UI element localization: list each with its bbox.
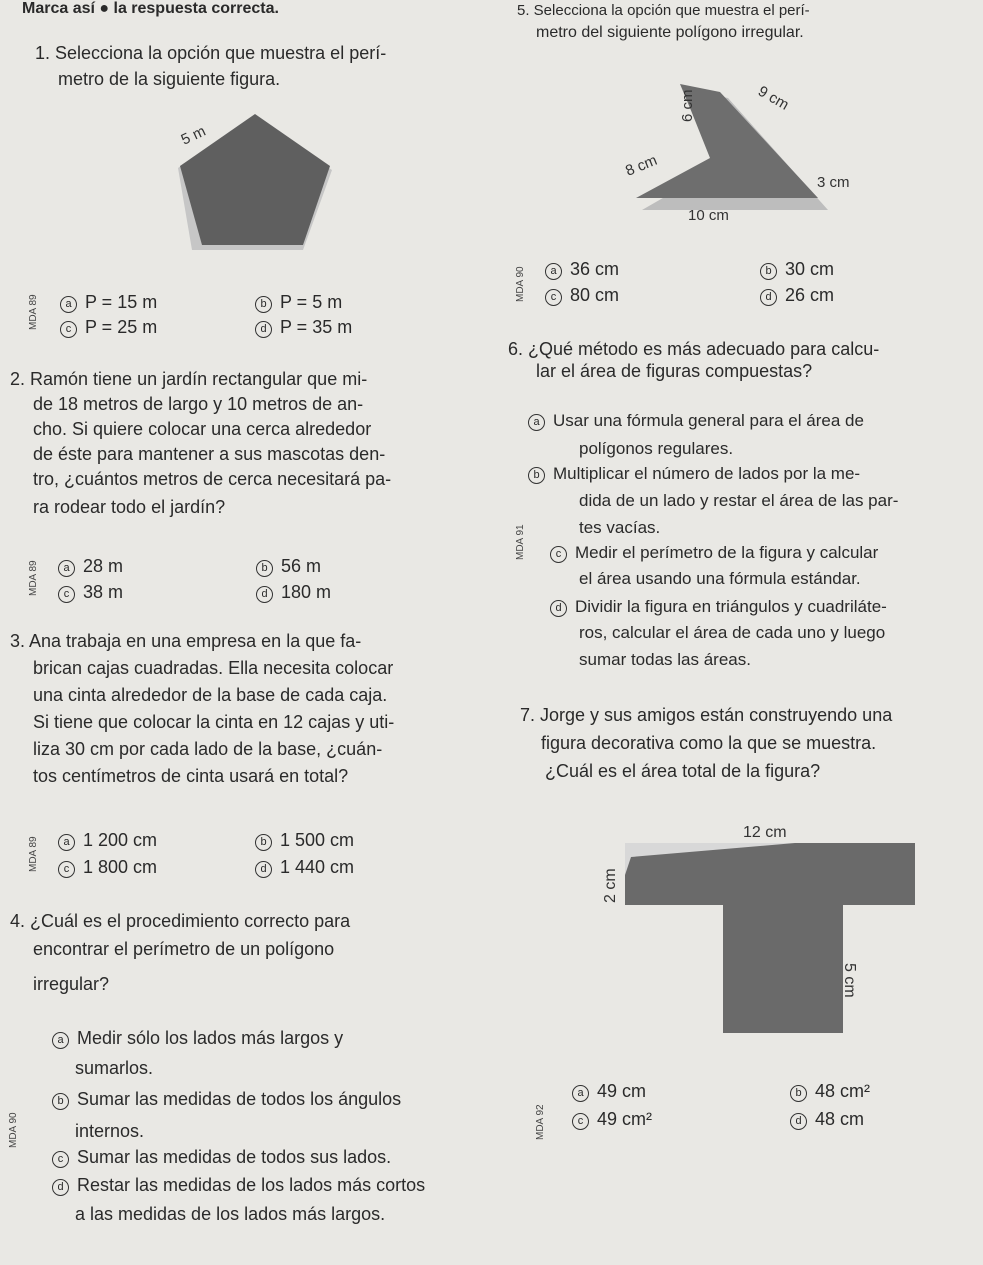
q5-label-right: 3 cm — [817, 174, 850, 191]
q7-option-b-bubble[interactable]: b — [790, 1085, 807, 1102]
q6-option-a-text: Usar una fórmula general para el área de — [553, 411, 864, 430]
q3-option-c[interactable] — [58, 854, 157, 880]
q4-option-b-bubble[interactable]: b — [52, 1093, 69, 1110]
q5-code: MDA 90 — [515, 266, 526, 302]
q5-option-b-bubble[interactable]: b — [760, 263, 777, 280]
q4-option-c-text: Sumar las medidas de todos sus lados. — [77, 1147, 392, 1167]
q1-option-d-text: P = 35 m — [280, 317, 353, 337]
q5-title-line2: metro del siguiente polígono irregular. — [536, 24, 804, 41]
q2-line1: 2. Ramón tiene un jardín rectangular que mi- — [10, 369, 368, 389]
q6-option-d-text3: sumar todas las áreas. — [579, 650, 751, 669]
q3-option-a-bubble[interactable]: a — [58, 834, 75, 851]
q4-option-a[interactable] — [52, 1025, 343, 1051]
q2-option-a-bubble[interactable]: a — [58, 560, 75, 577]
q6-option-b[interactable] — [528, 461, 860, 487]
q7-label-top: 12 cm — [743, 824, 787, 841]
q1-option-d-bubble[interactable]: d — [255, 321, 272, 338]
q7-option-c[interactable] — [572, 1106, 652, 1132]
q2-line5: tro, ¿cuántos metros de cerca necesitará pa- — [33, 469, 392, 489]
q7-line3: ¿Cuál es el área total de la figura? — [545, 761, 821, 781]
q4-option-c-bubble[interactable]: c — [52, 1151, 69, 1168]
q2-code: MDA 89 — [28, 560, 39, 596]
q6-option-a[interactable] — [528, 408, 864, 434]
q4-option-a-text2: sumarlos. — [75, 1058, 154, 1078]
q1-option-a[interactable] — [60, 289, 157, 315]
q7-option-a[interactable] — [572, 1078, 646, 1104]
q1-side-label: 5 m — [178, 122, 209, 149]
q1-pentagon-figure — [170, 100, 360, 260]
q7-option-d-text: 48 cm — [815, 1109, 865, 1129]
q1-line1: 1. Selecciona la opción que muestra el perí- — [35, 43, 387, 63]
q2-option-d-text: 180 m — [281, 582, 332, 602]
q6-option-b-text: Multiplicar el número de lados por la me- — [553, 464, 861, 483]
q3-option-d-text: 1 440 cm — [280, 857, 355, 877]
q5-option-b-text: 30 cm — [785, 259, 835, 279]
q4-option-d-text: Restar las medidas de los lados más cortos — [77, 1175, 426, 1195]
q5-label-bottom: 10 cm — [688, 207, 729, 224]
q3-option-b[interactable] — [255, 827, 354, 853]
q5-label-left: 6 cm — [679, 89, 696, 122]
q3-option-a[interactable] — [58, 827, 157, 853]
q3-line3: una cinta alrededor de la base de cada caja. — [33, 685, 388, 705]
q4-option-a-text: Medir sólo los lados más largos y — [77, 1028, 344, 1048]
q4-option-d-text2: a las medidas de los lados más largos. — [75, 1204, 386, 1224]
q7-label-right: 5 cm — [841, 963, 858, 998]
q3-line5: liza 30 cm por cada lado de la base, ¿cuán- — [33, 739, 383, 759]
q7-label-left: 2 cm — [602, 868, 619, 903]
q2-line2: de 18 metros de largo y 10 metros de an- — [33, 394, 364, 414]
q1-option-a-bubble[interactable]: a — [60, 296, 77, 313]
q3-line6: tos centímetros de cinta usará en total? — [33, 766, 349, 786]
q7-option-b[interactable] — [790, 1078, 870, 1104]
q4-option-c[interactable] — [52, 1144, 391, 1170]
q2-line4: de éste para mantener a sus mascotas den- — [33, 444, 386, 464]
q7-option-c-bubble[interactable]: c — [572, 1113, 589, 1130]
q2-option-c[interactable] — [58, 579, 123, 605]
q4-line2: encontrar el perímetro de un polígono — [33, 939, 335, 959]
q3-line1: 3. Ana trabaja en una empresa en la que fa- — [10, 631, 362, 651]
q3-line4: Si tiene que colocar la cinta en 12 cajas y uti- — [33, 712, 395, 732]
q6-option-c-text: Medir el perímetro de la figura y calcular — [575, 543, 879, 562]
q4-code: MDA 90 — [8, 1112, 19, 1148]
q1-option-a-text: P = 15 m — [85, 292, 158, 312]
q4-option-b-text2: internos. — [75, 1121, 145, 1141]
q5-label-middle: 8 cm — [623, 151, 660, 180]
q3-option-d[interactable] — [255, 854, 354, 880]
q3-option-c-text: 1 800 cm — [83, 857, 158, 877]
q2-option-b-bubble[interactable]: b — [256, 560, 273, 577]
q5-option-d[interactable] — [760, 282, 834, 308]
q5-option-d-text: 26 cm — [785, 285, 835, 305]
q6-code: MDA 91 — [515, 524, 526, 560]
q6-line1: 6. ¿Qué método es más adecuado para calcu- — [508, 339, 880, 359]
q5-label-top: 9 cm — [755, 82, 792, 114]
q4-option-a-bubble[interactable]: a — [52, 1032, 69, 1049]
q6-line2: lar el área de figuras compuestas? — [536, 361, 813, 381]
q2-option-a-text: 28 m — [83, 556, 124, 576]
q2-option-c-bubble[interactable]: c — [58, 586, 75, 603]
q4-option-b-text: Sumar las medidas de todos los ángulos — [77, 1089, 402, 1109]
q3-option-d-bubble[interactable]: d — [255, 861, 272, 878]
q2-option-b-text: 56 m — [281, 556, 322, 576]
q5-title-line1: 5. Selecciona la opción que muestra el perí- — [517, 2, 810, 19]
q5-option-c[interactable] — [545, 282, 619, 308]
q5-option-b[interactable] — [760, 256, 834, 282]
q6-option-d[interactable] — [550, 594, 887, 620]
q2-option-c-text: 38 m — [83, 582, 124, 602]
q2-option-a[interactable] — [58, 553, 123, 579]
q6-option-b-text3: tes vacías. — [579, 518, 661, 537]
q1-option-c-bubble[interactable]: c — [60, 321, 77, 338]
q1-option-c[interactable] — [60, 314, 157, 340]
q1-option-b-text: P = 5 m — [280, 292, 343, 312]
q2-option-d-bubble[interactable]: d — [256, 586, 273, 603]
q4-line1: 4. ¿Cuál es el procedimiento correcto para — [10, 911, 351, 931]
q6-option-d-text: Dividir la figura en triángulos y cuadriláte- — [575, 597, 887, 616]
q1-option-b[interactable] — [255, 289, 342, 315]
q3-line2: brican cajas cuadradas. Ella necesita colocar — [33, 658, 394, 678]
q6-option-c[interactable] — [550, 540, 878, 566]
q5-option-c-text: 80 cm — [570, 285, 620, 305]
q6-option-a-bubble[interactable]: a — [528, 414, 545, 431]
instructions: Marca así ● la respuesta correcta. — [22, 0, 279, 17]
q3-code: MDA 89 — [28, 836, 39, 872]
q2-option-b[interactable] — [256, 553, 321, 579]
q4-option-b[interactable] — [52, 1086, 401, 1112]
q6-option-c-bubble[interactable]: c — [550, 546, 567, 563]
q6-option-c-text2: el área usando una fórmula estándar. — [579, 569, 861, 588]
q6-option-b-bubble[interactable]: b — [528, 467, 545, 484]
q7-option-b-text: 48 cm² — [815, 1081, 871, 1101]
q4-option-d[interactable] — [52, 1172, 425, 1198]
q5-option-c-bubble[interactable]: c — [545, 289, 562, 306]
q7-code: MDA 92 — [535, 1104, 546, 1140]
q7-option-d[interactable] — [790, 1106, 864, 1132]
q2-line6: ra rodear todo el jardín? — [33, 497, 226, 517]
q7-composite-figure — [595, 815, 925, 1045]
q3-option-a-text: 1 200 cm — [83, 830, 158, 850]
q3-option-b-text: 1 500 cm — [280, 830, 355, 850]
q7-option-a-bubble[interactable]: a — [572, 1085, 589, 1102]
q4-option-d-bubble[interactable]: d — [52, 1179, 69, 1196]
q6-option-a-text2: polígonos regulares. — [579, 439, 734, 458]
q7-option-d-bubble[interactable]: d — [790, 1113, 807, 1130]
q1-line2: metro de la siguiente figura. — [58, 69, 281, 89]
q3-option-b-bubble[interactable]: b — [255, 834, 272, 851]
q3-option-c-bubble[interactable]: c — [58, 861, 75, 878]
q6-option-d-text2: ros, calcular el área de cada uno y luego — [579, 623, 886, 642]
q1-option-d[interactable] — [255, 314, 352, 340]
q7-line1: 7. Jorge y sus amigos están construyendo una — [520, 705, 893, 725]
q6-option-b-text2: dida de un lado y restar el área de las par- — [579, 491, 899, 510]
q5-polygon-figure — [600, 70, 870, 230]
q2-line3: cho. Si quiere colocar una cerca alrededor — [33, 419, 372, 439]
q1-option-c-text: P = 25 m — [85, 317, 158, 337]
q5-option-a[interactable] — [545, 256, 619, 282]
q1-option-b-bubble[interactable]: b — [255, 296, 272, 313]
q7-option-a-text: 49 cm — [597, 1081, 647, 1101]
q5-option-a-text: 36 cm — [570, 259, 620, 279]
q1-code: MDA 89 — [28, 294, 39, 330]
q5-option-d-bubble[interactable]: d — [760, 289, 777, 306]
q5-option-a-bubble[interactable]: a — [545, 263, 562, 280]
q4-line3: irregular? — [33, 974, 110, 994]
q6-option-d-bubble[interactable]: d — [550, 600, 567, 617]
q2-option-d[interactable] — [256, 579, 331, 605]
q7-option-c-text: 49 cm² — [597, 1109, 653, 1129]
q7-line2: figura decorativa como la que se muestra. — [541, 733, 877, 753]
